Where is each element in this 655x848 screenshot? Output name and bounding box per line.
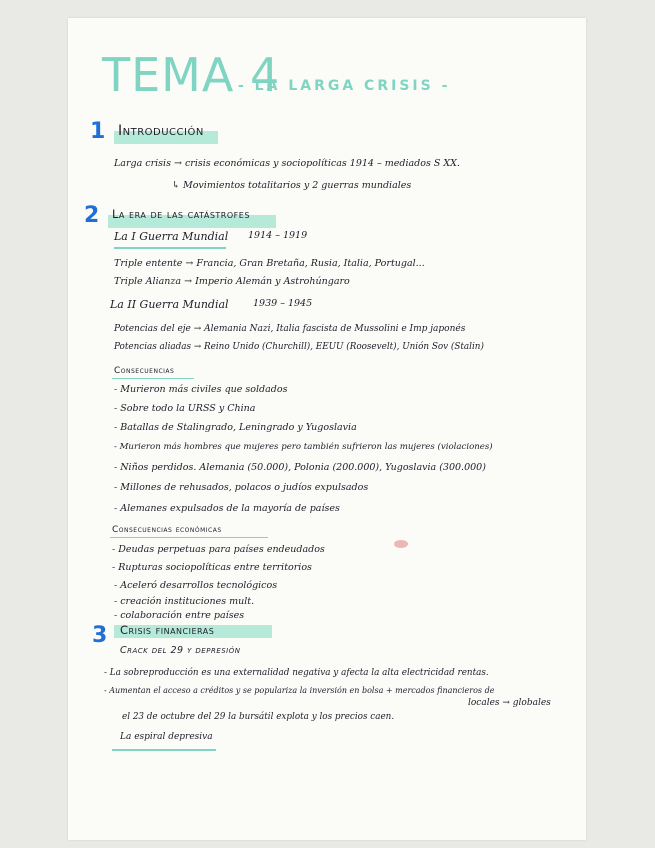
consecuencias-item-6: - Millones de rehusados, polacos o judíos expulsados	[114, 482, 369, 493]
section-3-line-1: - La sobreproducción es una externalidad negativa y afecta la alta electricidad rentas.	[104, 668, 489, 678]
consecuencias-item-1: - Murieron más civiles que soldados	[114, 384, 288, 395]
section-2-heading: La era de las catástrofes	[112, 207, 250, 221]
section-3-heading: Crisis financieras	[120, 623, 215, 637]
consecuencias-econ-item-5: - colaboración entre países	[114, 610, 245, 621]
ww2-line-1: Potencias del eje → Alemania Nazi, Italia fascista de Mussolini e Imp japonés	[114, 324, 466, 334]
ww2-years: 1939 – 1945	[253, 298, 313, 309]
consecuencias-econ-underline	[110, 537, 268, 538]
ww1-line-2: Triple Alianza → Imperio Alemán y Astrohúngaro	[114, 276, 350, 287]
consecuencias-item-4: - Murieron más hombres que mujeres pero también sufrieron las mujeres (violaciones)	[114, 442, 493, 452]
section-3-number: 3	[92, 623, 108, 648]
section-3-line-3: locales → globales	[468, 698, 551, 708]
ww1-title: La I Guerra Mundial	[114, 230, 229, 243]
consecuencias-econ-item-1: - Deudas perpetuas para países endeudados	[112, 544, 325, 555]
section-1-heading: Introducción	[118, 123, 204, 139]
section-3-subheading: Crack del 29 y depresión	[120, 645, 241, 656]
consecuencias-item-3: - Batallas de Stalingrado, Leningrado y Yugoslavia	[114, 422, 357, 433]
section-2-number: 2	[84, 203, 100, 228]
section-1-number: 1	[90, 119, 106, 144]
consecuencias-econ-item-4: - creación instituciones mult.	[114, 596, 255, 607]
section-1-line-1: Larga crisis → crisis económicas y sociopolíticas 1914 – mediados S XX.	[114, 158, 460, 169]
page-title: TEMA 4	[102, 48, 281, 102]
ww2-title: La II Guerra Mundial	[110, 298, 229, 311]
page-subtitle: - LA LARGA CRISIS -	[238, 78, 451, 94]
consecuencias-underline	[112, 378, 194, 379]
ww2-line-2: Potencias aliadas → Reino Unido (Churchill), EEUU (Roosevelt), Unión Sov (Stalin)	[114, 342, 484, 352]
consecuencias-item-2: - Sobre todo la URSS y China	[114, 403, 256, 414]
notebook-page	[68, 18, 586, 840]
section-1-line-2: ↳ Movimientos totalitarios y 2 guerras mundiales	[172, 180, 412, 191]
section-3-line-2: - Aumentan el acceso a créditos y se populariza la inversión en bolsa + mercados financieros de	[104, 686, 495, 695]
section-3-line-5: La espiral depresiva	[120, 732, 213, 742]
consecuencias-econ-heading: Consecuencias económicas	[112, 525, 222, 535]
ww1-years: 1914 – 1919	[248, 230, 308, 241]
ww1-line-1: Triple entente → Francia, Gran Bretaña, Rusia, Italia, Portugal...	[114, 258, 425, 269]
consecuencias-econ-item-3: - Aceleró desarrollos tecnológicos	[114, 580, 278, 591]
section-3-underline	[112, 749, 216, 751]
section-3-line-4: el 23 de octubre del 29 la bursátil explota y los precios caen.	[122, 712, 395, 722]
consecuencias-item-5: - Niños perdidos. Alemania (50.000), Polonia (200.000), Yugoslavia (300.000)	[114, 462, 486, 473]
ww1-underline	[114, 247, 226, 249]
consecuencias-heading: Consecuencias	[114, 366, 175, 376]
consecuencias-item-7: - Alemanes expulsados de la mayoría de países	[114, 503, 340, 514]
consecuencias-econ-item-2: - Rupturas sociopolíticas entre territorios	[112, 562, 312, 573]
ink-stain	[394, 540, 408, 548]
